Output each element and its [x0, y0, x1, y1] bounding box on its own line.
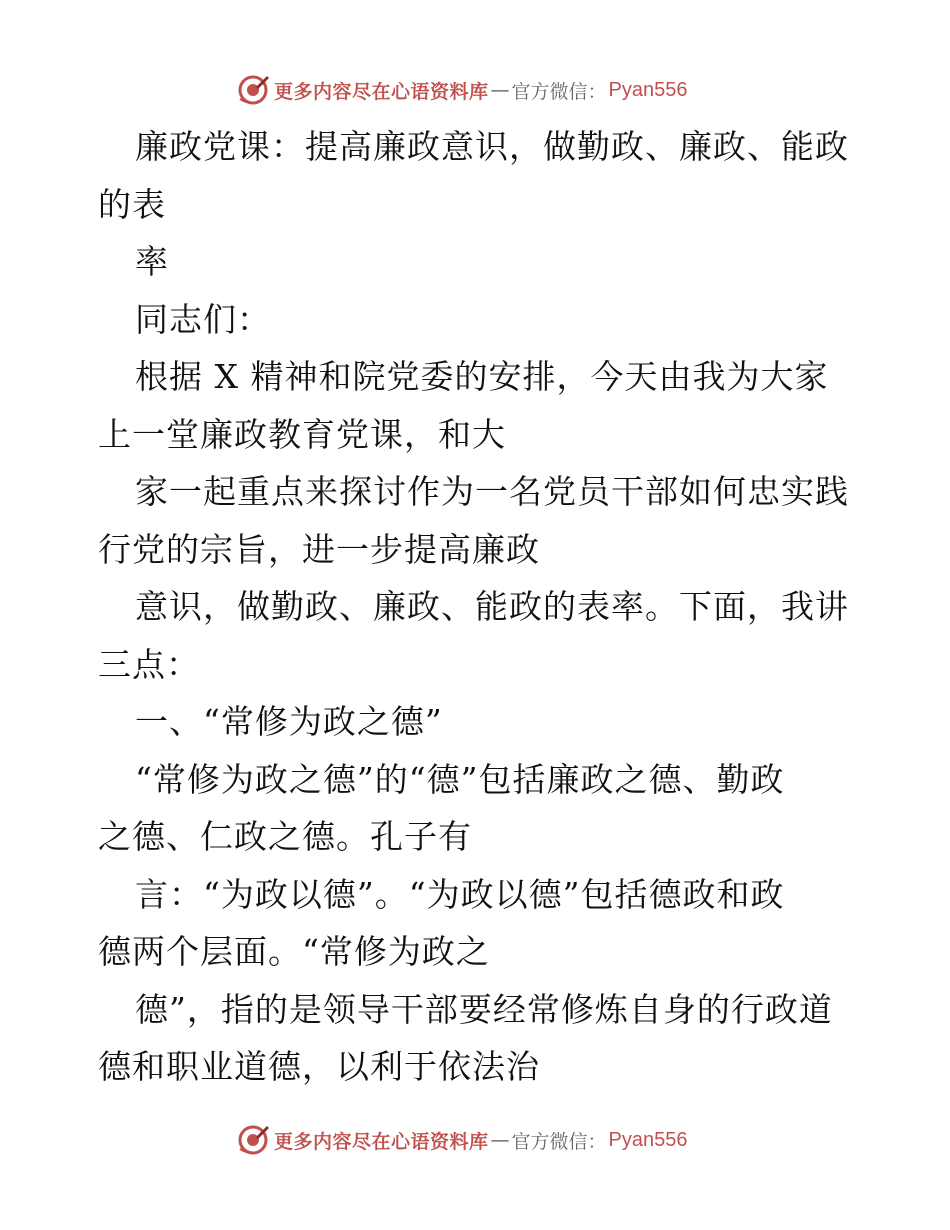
paragraph-line: 德和职业道德，以利于依法治 — [98, 1047, 540, 1086]
pen-logo-icon — [236, 73, 270, 107]
banner-site-text: 更多内容尽在心语资料库 — [274, 1130, 489, 1153]
banner-dash: — — [490, 79, 510, 101]
paragraph-line: 之德、仁政之德。孔子有 — [98, 817, 472, 856]
section-heading: 一、“常修为政之德” — [135, 702, 443, 741]
banner-site-text: 更多内容尽在心语资料库 — [274, 80, 489, 103]
banner-wechat-id: Pyan556 — [608, 1128, 688, 1151]
paragraph-line: 根据 X 精神和院党委的安排，今天由我为大家 — [135, 357, 829, 396]
salutation-line: 同志们： — [135, 299, 271, 339]
paragraph-line: “常修为政之德”的“德”包括廉政之德、勤政 — [135, 759, 785, 799]
paragraph-line: 德两个层面。“常修为政之 — [98, 932, 490, 971]
title-line: 率 — [135, 242, 169, 281]
paragraph-line: 上一堂廉政教育党课，和大 — [98, 414, 506, 454]
footer-banner — [236, 1120, 688, 1160]
header-banner — [236, 70, 688, 110]
paragraph-line: 家一起重点来探讨作为一名党员干部如何忠实践 — [135, 472, 849, 511]
paragraph-line: 三点： — [98, 644, 200, 684]
paragraph-line: 言：“为政以德”。“为政以德”包括德政和政 — [135, 874, 785, 914]
paragraph-line: 德”，指的是领导干部要经常修炼自身的行政道 — [135, 989, 833, 1029]
title-line: 的表 — [98, 184, 166, 224]
banner-wechat-label: 官方微信： — [511, 1130, 607, 1153]
paragraph-line: 意识，做勤政、廉政、能政的表率。下面，我讲 — [135, 587, 849, 626]
document-body — [98, 118, 858, 1096]
paragraph-line: 行党的宗旨，进一步提高廉政 — [98, 529, 540, 569]
banner-dash: — — [490, 1129, 510, 1151]
banner-wechat-label: 官方微信： — [511, 80, 607, 103]
pen-logo-icon — [236, 1123, 270, 1157]
title-line: 廉政党课：提高廉政意识，做勤政、廉政、能政 — [135, 127, 849, 166]
banner-wechat-id: Pyan556 — [608, 78, 688, 101]
